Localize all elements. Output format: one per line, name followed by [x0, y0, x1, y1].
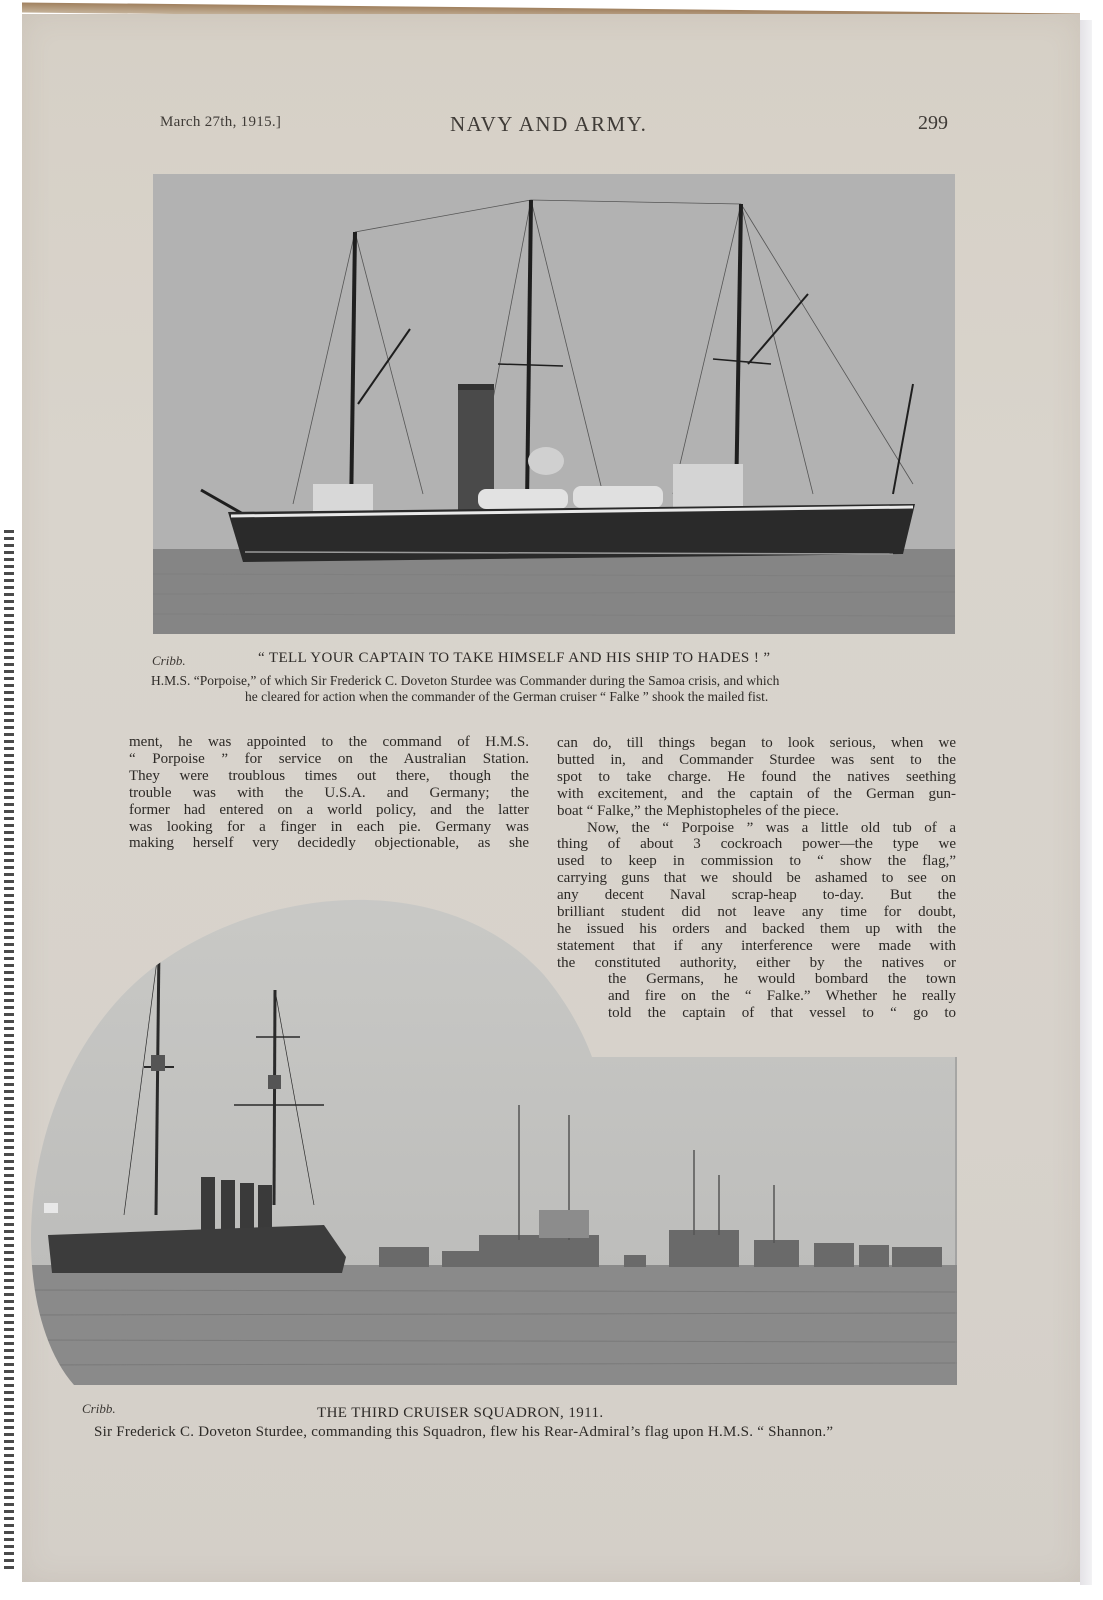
photo-credit: Cribb. [82, 1401, 116, 1416]
article-line: former had entered on a world policy, and the latter [129, 801, 529, 818]
article-line: was looking for a finger in each pie. Germany was [129, 818, 529, 835]
article-line: making herself very decidedly objectionable, as she [129, 835, 529, 852]
article-line: statement that if any interference were made with [557, 937, 956, 954]
article-line: can do, till things began to look serious, when we [557, 735, 956, 751]
photo-title: “ TELL YOUR CAPTAIN TO TAKE HIMSELF AND HIS SHIP TO HADES ! ” [258, 650, 771, 666]
article-line: and fire on the “ Falke.” Whether he really [608, 987, 956, 1004]
article-line: trouble was with the U.S.A. and Germany; the [129, 784, 529, 801]
photo-title: THE THIRD CRUISER SQUADRON, 1911. [317, 1405, 604, 1421]
article-line: the Germans, he would bombard the town [608, 971, 956, 987]
page-number: 299 [918, 112, 948, 134]
article-line: with excitement, and the captain of the German gun- [557, 785, 956, 802]
running-header [160, 112, 948, 138]
article-line: thing of about 3 cockroach power—the type we [557, 836, 956, 853]
photo-caption-line: he cleared for action when the commander of the German cruiser “ Falke ” shook the mailed fist. [245, 689, 769, 704]
photo-credit: Cribb. [152, 653, 186, 668]
article-line: ment, he was appointed to the command of H.M.S. [129, 734, 529, 750]
article-line: the constituted authority, either by the natives or [557, 954, 956, 971]
article-line: boat “ Falke,” the Mephistopheles of the piece. [557, 802, 839, 819]
article-line: They were troublous times out there, though the [129, 767, 529, 784]
issue-date: March 27th, 1915.] [160, 114, 282, 130]
photo-third-cruiser-squadron [24, 885, 957, 1385]
page-right-edge [1080, 20, 1092, 1585]
article-line: butted in, and Commander Sturdee was sent to the [557, 751, 956, 768]
article-line: any decent Naval scrap-heap to-day. But the [557, 887, 956, 904]
publication-title: NAVY AND ARMY. [450, 112, 648, 136]
article-line: used to keep in commission to “ show the flag,” [557, 853, 956, 870]
squadron-illustration [24, 885, 957, 1385]
photo-caption: Sir Frederick C. Doveton Sturdee, commanding this Squadron, flew his Rear-Admiral’s flag upon H.M.S. “ Shannon.” [94, 1424, 834, 1440]
photo-caption-line: H.M.S. “Porpoise,” of which Sir Frederick C. Doveton Sturdee was Commander during the Samoa crisis, and which [151, 673, 780, 688]
article-line: carrying guns that we should be ashamed to see on [557, 870, 956, 887]
article-line: he issued his orders and backed them up with the [557, 920, 956, 937]
article-line: brilliant student did not leave any time for doubt, [557, 904, 956, 921]
ship-illustration [153, 174, 955, 634]
article-column-left [129, 734, 529, 852]
article-line: “ Porpoise ” for service on the Australian Station. [129, 750, 529, 767]
article-paragraph-start: Now, the “ Porpoise ” was a little old tub of a [587, 819, 956, 836]
scan-ruler [4, 530, 14, 1570]
article-line: spot to take charge. He found the natives seething [557, 768, 956, 785]
photo-hms-porpoise [153, 174, 955, 634]
article-line: told the captain of that vessel to “ go to [608, 1004, 956, 1021]
